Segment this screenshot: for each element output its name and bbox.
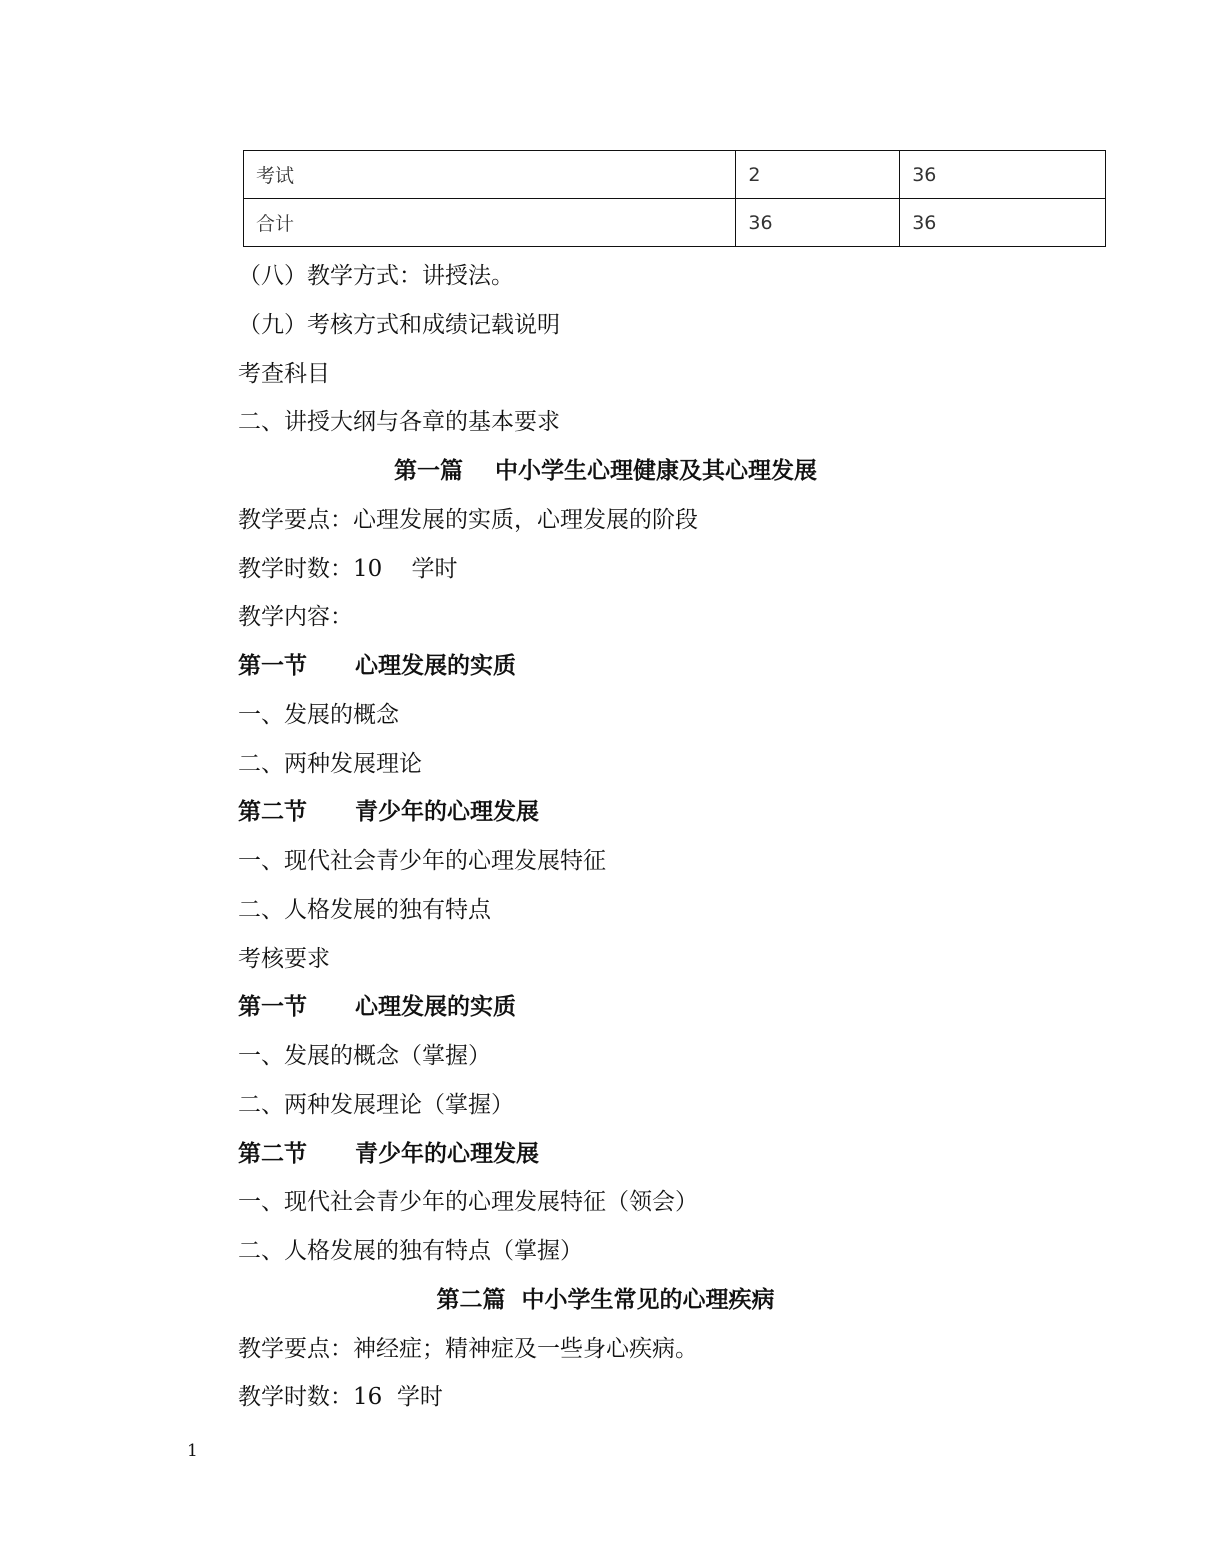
part-title-2: 第二篇 中小学生常见的心理疾病: [436, 1286, 775, 1313]
table-row: [244, 199, 1106, 247]
paragraph-assessment-requirements: 考核要求: [238, 946, 330, 972]
section-title: 第二节 青少年的心理发展: [238, 1140, 540, 1167]
paragraph-key-points: 教学要点：神经症；精神症及一些身心疾病。: [238, 1336, 698, 1362]
paragraph-content-label: 教学内容：: [238, 604, 353, 630]
list-item: 一、发展的概念（掌握）: [238, 1043, 491, 1069]
section-title: 第一节 心理发展的实质: [238, 993, 517, 1020]
section-title: 第一节 心理发展的实质: [238, 652, 517, 679]
list-item: 一、现代社会青少年的心理发展特征（领会）: [238, 1189, 698, 1215]
table-cell: 2: [736, 151, 900, 199]
list-item: 二、两种发展理论: [238, 751, 422, 777]
table-cell: 36: [900, 151, 1106, 199]
list-item: 二、人格发展的独有特点: [238, 897, 491, 923]
paragraph-exam-type: 考查科目: [238, 361, 330, 387]
table-row: [244, 151, 1106, 199]
hours-table: [243, 150, 1106, 247]
paragraph-hours: 教学时数：16 学时: [238, 1384, 443, 1410]
paragraph-teaching-method: （八）教学方式：讲授法。: [238, 263, 514, 289]
section-heading-outline: 二、讲授大纲与各章的基本要求: [238, 409, 560, 435]
table-cell: 合计: [244, 199, 736, 247]
page-number: 1: [187, 1441, 198, 1461]
table-cell: 36: [736, 199, 900, 247]
table-cell: 考试: [244, 151, 736, 199]
part-title-1: 第一篇 中小学生心理健康及其心理发展: [393, 457, 818, 484]
paragraph-hours: 教学时数：10 学时: [238, 556, 458, 582]
paragraph-assessment-method: （九）考核方式和成绩记载说明: [238, 312, 560, 338]
list-item: 二、两种发展理论（掌握）: [238, 1092, 514, 1118]
list-item: 一、发展的概念: [238, 702, 399, 728]
list-item: 二、人格发展的独有特点（掌握）: [238, 1238, 583, 1264]
section-title: 第二节 青少年的心理发展: [238, 798, 540, 825]
paragraph-key-points: 教学要点：心理发展的实质，心理发展的阶段: [238, 507, 698, 533]
list-item: 一、现代社会青少年的心理发展特征: [238, 848, 606, 874]
table-cell: 36: [900, 199, 1106, 247]
